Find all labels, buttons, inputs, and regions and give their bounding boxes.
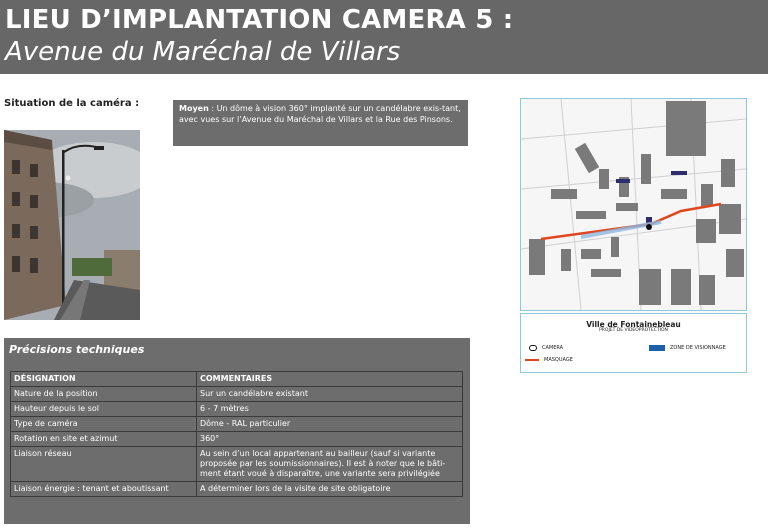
legend-zone-label: ZONE DE VISIONNAGE: [670, 345, 726, 351]
row-comment: Sur un candélabre existant: [197, 387, 463, 402]
masquage-line-icon: [525, 359, 539, 361]
page-title: LIEU D’IMPLANTATION CAMERA 5 :: [5, 5, 514, 35]
camera-description-box: [173, 100, 468, 146]
camera-icon: [529, 345, 537, 351]
column-header-designation: DÉSIGNATION: [11, 372, 197, 387]
row-designation: Hauteur depuis le sol: [11, 402, 197, 417]
table-header-row: [11, 372, 463, 387]
table-row: [11, 432, 463, 447]
page-title-banner: [0, 0, 768, 74]
row-designation: Liaison énergie : tenant et aboutissant: [11, 482, 197, 497]
map-illustration: [521, 99, 746, 310]
legend-masquage: [525, 357, 573, 363]
map-legend: [520, 313, 747, 373]
street-photo-illustration: [4, 130, 140, 320]
camera-marker: [646, 224, 652, 230]
row-comment: A déterminer lors de la visite de site obligatoire: [197, 482, 463, 497]
location-map: [520, 98, 747, 311]
legend-masquage-label: MASQUAGE: [544, 357, 573, 363]
coverage-level: Moyen: [179, 104, 209, 113]
technical-details-title: Précisions techniques: [9, 343, 145, 356]
table-row: [11, 387, 463, 402]
camera-description-text: : Un dôme à vision 360° implanté sur un candélabre exis-tant, avec vues sur l’Avenue du Maréchal de Villars et la Rue des Pinsons.: [179, 104, 461, 124]
table-row: [11, 447, 463, 482]
row-comment: 360°: [197, 432, 463, 447]
camera-site-photo: [4, 130, 140, 320]
legend-camera: [529, 345, 563, 351]
technical-details-table: [10, 371, 463, 497]
legend-camera-label: CAMERA: [542, 345, 564, 351]
situation-label: Situation de la caméra :: [4, 98, 140, 109]
table-row: [11, 482, 463, 497]
page-subtitle: Avenue du Maréchal de Villars: [5, 37, 401, 67]
table-row: [11, 402, 463, 417]
zone-swatch-icon: [649, 345, 665, 351]
technical-details-panel: [4, 338, 470, 524]
row-designation: Liaison réseau: [11, 447, 197, 482]
row-comment: Dôme - RAL particulier: [197, 417, 463, 432]
row-designation: Rotation en site et azimut: [11, 432, 197, 447]
row-comment: 6 - 7 mètres: [197, 402, 463, 417]
table-row: [11, 417, 463, 432]
legend-subtitle: PROJET DE VIDEOPROTECTION: [599, 328, 668, 333]
row-designation: Type de caméra: [11, 417, 197, 432]
legend-zone: [649, 345, 726, 351]
column-header-commentaires: COMMENTAIRES: [197, 372, 463, 387]
row-comment: Au sein d’un local appartenant au bailleur (sauf si variante proposée par les soumissionnaires). Il est à noter que le bâti-ment étant voué à disparaître, une variante sera privilégiée: [197, 447, 463, 482]
row-designation: Nature de la position: [11, 387, 197, 402]
legend-city: Ville de Fontainebleau: [586, 320, 681, 329]
